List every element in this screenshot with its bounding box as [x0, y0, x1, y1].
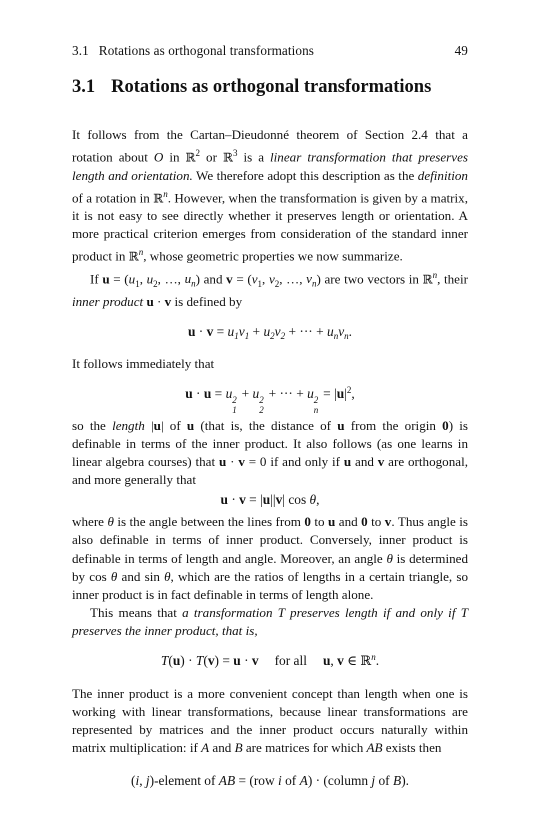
- paragraph-transformation: This means that a transformation T preserves length if and only if T preserves the inner product, that is,: [72, 604, 468, 638]
- equation-length-squared: u · u = u 2 1 + u 2 2 + ··· + u 2 n = $|u|^2$,: [185, 384, 355, 415]
- body-text: [72, 126, 468, 790]
- section-number: 3.1: [72, 77, 96, 97]
- paragraph-matrix: The inner product is a more convenient concept than length when one is working with linear transformations, because linear transformations are represented by matrices and the inner product occurs naturally within matrix multiplication: if A and B are matrices for which AB exists then: [72, 686, 468, 756]
- equation-inner-product-definition: $u \cdot v = u_1v_1 + u_2v_2$ + ··· + $u_nv_n$.: [187, 323, 352, 341]
- running-head-title: [72, 43, 314, 59]
- paragraph-inner-product: If $u = (u_1$, $u_2$, …, $u_n$) and $v = (v_1$, $v_2$, …, $v_n$) are two vectors in ℝ$^n$, their inner product u · v is defined by: [72, 269, 468, 309]
- paragraph-intro: It follows from the Cartan–Dieudonné theorem of Section 2.4 that a rotation about O in ℝ$^2$ or ℝ$^3$ is a linear transformation that preserves length and orientation. We therefore adopt this description as the definition of a rotation in ℝ$^n$. However, when the transformation is given by a matrix, it is not easy to see directly whether it preserves length or orientation. A more practical criterion emerges from consideration of the standard inner product in ℝ$^n$, whose geometric properties we now summarize.: [72, 127, 468, 264]
- paragraph-length: so the length |u| of u (that is, the distance of u from the origin 0) is definable in terms of the inner product. It also follows (as one learns in linear algebra courses) that u · v = 0 if and only if u and v are orthogonal, and more generally that: [72, 417, 468, 488]
- equation-matrix-element: (i, j)-element of AB = (row i of A) · (column j of B).: [130, 773, 409, 789]
- equation-angle: u · v = |u||v| cos θ,: [220, 492, 320, 508]
- paragraph-follows: It follows immediately that: [72, 355, 215, 371]
- section-heading: [72, 77, 480, 98]
- running-head: [72, 43, 468, 59]
- running-head-section-title: Rotations as orthogonal transformations: [98, 43, 315, 58]
- paragraph-angle: where θ is the angle between the lines from 0 to u and 0 to v. Thus angle is also definable in terms of inner product. Conversely, inner product is definable in terms of length and angle. Moreover, an angle θ is determined by cos θ and sin θ, which are the ratios of lengths in a certain triangle, so inner product is in fact definable in terms of length alone.: [72, 514, 469, 602]
- equation-preserves-inner-product: T(u) · T(v) = u · v for all u, v ∈ ℝ$^n$.: [160, 652, 380, 670]
- page-number: 49: [454, 43, 468, 58]
- section-title: Rotations as orthogonal transformations: [111, 77, 432, 97]
- running-head-section-number: 3.1: [72, 43, 89, 58]
